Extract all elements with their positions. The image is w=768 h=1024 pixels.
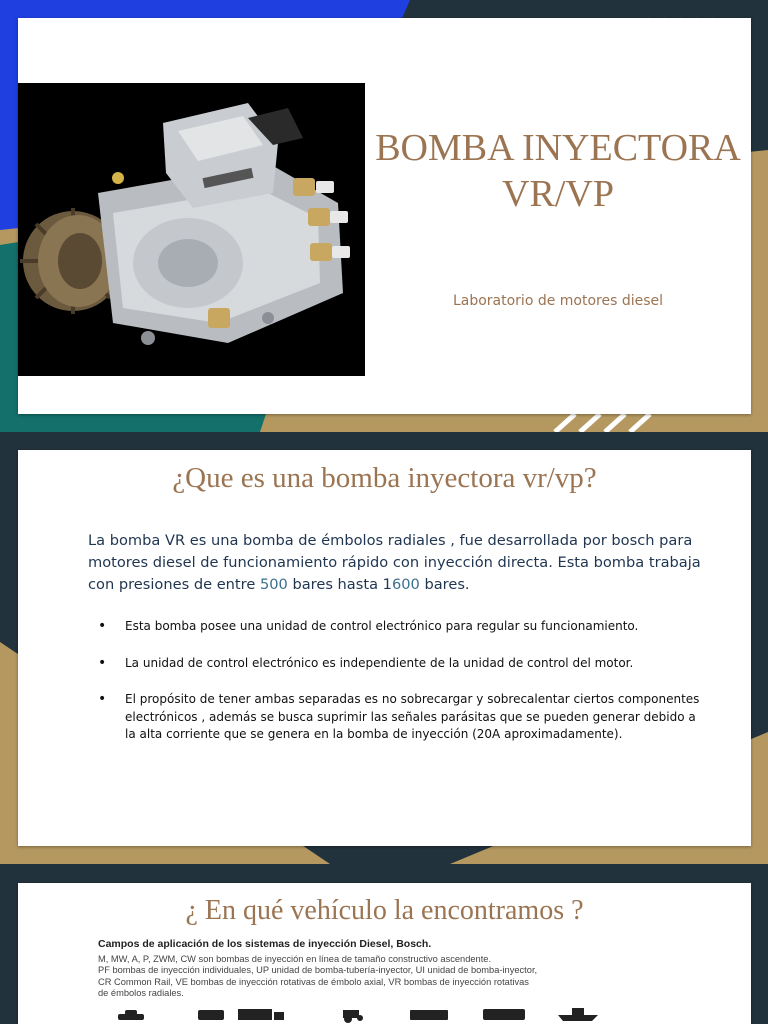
figure-title: Campos de aplicación de los sistemas de inyección Diesel, Bosch. (98, 938, 432, 950)
figure-caption-line: de émbolos radiales. (98, 987, 184, 998)
car-icon (118, 1010, 144, 1020)
bullet-dot-icon: • (98, 618, 107, 634)
slide-subtitle: Laboratorio de motores diesel (452, 293, 664, 309)
bus-icon (410, 1010, 448, 1020)
bullet-dot-icon: • (98, 691, 107, 707)
definition-slide (0, 432, 768, 864)
figure-caption (98, 954, 658, 999)
bullet-item (98, 691, 708, 744)
locomotive-icon (483, 1009, 525, 1020)
figure-caption-line: PF bombas de inyección individuales, UP unidad de bomba-tubería-inyector, UI unidad de bomba-inyector, (98, 965, 538, 976)
tractor-icon (343, 1010, 363, 1023)
slide-title-line1: BOMBA INYECTORA (375, 127, 741, 169)
figure-caption-line: M, MW, A, P, ZWM, CW son bombas de inyección en línea de tamaño constructivo ascendente. (98, 954, 492, 964)
slide-heading: ¿Que es una bomba inyectora vr/vp? (172, 462, 597, 494)
intro-text-3: bares. (419, 576, 470, 593)
injection-pump-photo (18, 83, 365, 376)
slide-title-line2: VR/VP (502, 173, 614, 215)
application-slide (0, 864, 768, 1024)
title-slide (0, 0, 768, 432)
truck-icon (238, 1009, 284, 1020)
vehicle-icons-row (98, 1004, 658, 1024)
bullet-item (98, 655, 708, 673)
figure-caption-line: CR Common Rail, VE bombas de inyección rotativas de émbolo axial, VR bombas de inyección rotativas (98, 976, 529, 987)
slide-title (365, 125, 751, 217)
bullet-text: La unidad de control electrónico es independiente de la unidad de control del motor. (125, 655, 634, 670)
bullet-list (98, 618, 708, 763)
definition-card (18, 450, 751, 846)
bullet-text: El propósito de tener ambas separadas es no sobrecargar y sobrecalentar ciertos componentes electrónicos , además se busca suprimir las señales parásitas que se pueden generar debido a la alta corriente que se genera en la bomba de inyección (20A aproximadamente). (125, 692, 700, 741)
application-figure (98, 938, 658, 1024)
intro-text-2: bares hasta 1 (287, 576, 392, 593)
slide-heading: ¿ En qué vehículo la encontramos ? (185, 895, 584, 926)
ship-icon (558, 1008, 598, 1021)
bullet-dot-icon: • (98, 654, 107, 671)
bullet-item (98, 618, 708, 636)
pressure-min-value: 500 (259, 576, 288, 593)
intro-text-1: La bomba VR es una bomba de émbolos radiales , fue desarrollada por bosch para motores diesel de funcionamiento rápido con inyección directa. Esta bomba trabaja con presiones de entre (88, 532, 701, 593)
van-icon (198, 1010, 224, 1020)
pressure-max-value: 600 (391, 576, 420, 593)
intro-paragraph (88, 530, 718, 596)
bullet-text: Esta bomba posee una unidad de control electrónico para regular su funcionamiento. (125, 619, 639, 633)
